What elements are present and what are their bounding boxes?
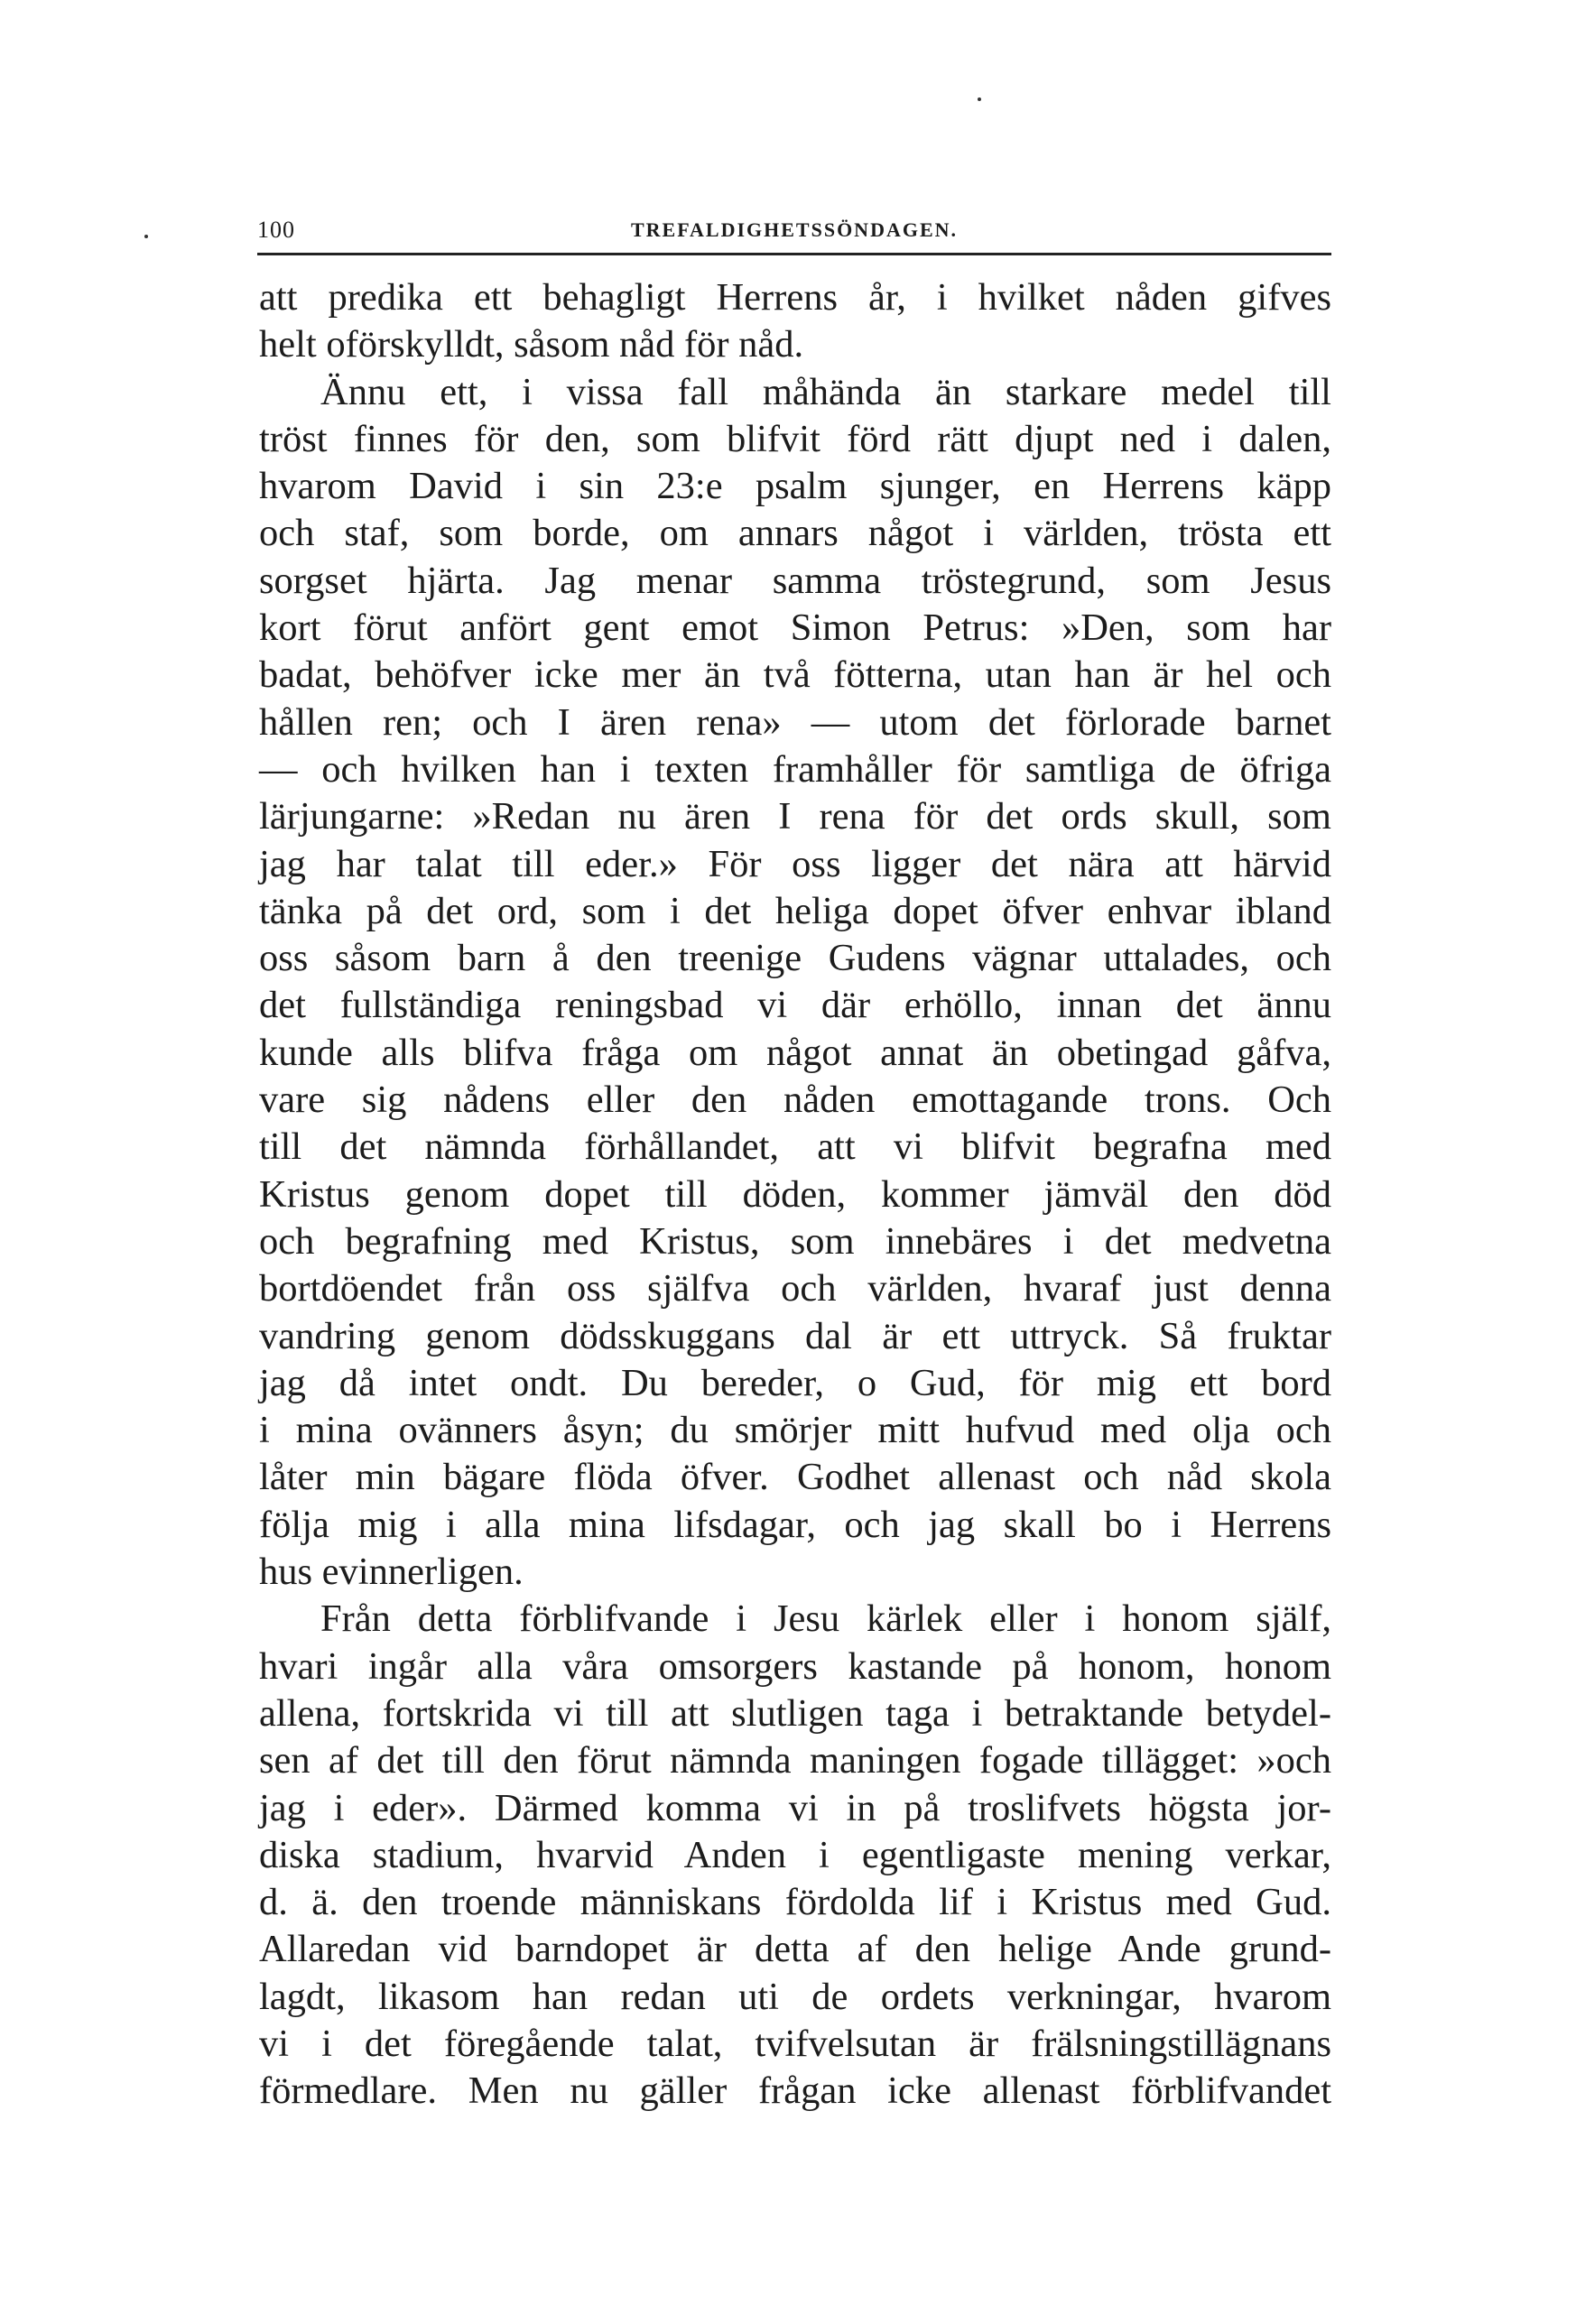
text-line: Kristus genom dopet till döden, kommer jämväl den död: [259, 1172, 1331, 1216]
text-line: till det nämnda förhållandet, att vi blifvit begrafna med: [259, 1125, 1331, 1169]
text-line: — och hvilken han i texten framhåller för samtliga de öfriga: [259, 747, 1331, 791]
text-line: lärjungarne: »Redan nu ären I rena för det ords skull, som: [259, 795, 1331, 838]
text-line: hållen ren; och I ären rena» — utom det förlorade barnet: [259, 700, 1331, 744]
text-line: tänka på det ord, som i det heliga dopet öfver enhvar ibland: [259, 889, 1331, 932]
running-head: TREFALDIGHETSSÖNDAGEN.: [630, 218, 959, 241]
text-line: vandring genom dödsskuggans dal är ett uttryck. Så fruktar: [259, 1314, 1331, 1357]
text-line: hus evinnerligen.: [259, 1551, 524, 1594]
text-line: det fullständiga reningsbad vi där erhöllo, innan det ännu: [259, 984, 1331, 1027]
text-line: och begrafning med Kristus, som innebäres i det medvetna: [259, 1219, 1331, 1263]
text-line: att predika ett behagligt Herrens år, i hvilket nåden gifves: [259, 276, 1331, 319]
text-line: Ännu ett, i vissa fall måhända än starkare medel till: [320, 370, 1331, 413]
text-line: låter min bägare flöda öfver. Godhet allenast och nåd skola: [259, 1456, 1331, 1499]
paper-speck: [144, 235, 148, 238]
text-line: förmedlare. Men nu gäller frågan icke allenast förblifvandet: [259, 2069, 1331, 2113]
text-line: vi i det föregående talat, tvifvelsutan är frälsningstillägnans: [259, 2022, 1331, 2065]
text-line: i mina ovänners åsyn; du smörjer mitt hufvud med olja och: [259, 1409, 1331, 1452]
text-line: Allaredan vid barndopet är detta af den helige Ande grund-: [259, 1928, 1331, 1971]
text-line: badat, behöfver icke mer än två fötterna, utan han är hel och: [259, 653, 1331, 697]
text-line: d. ä. den troende människans fördolda lif i Kristus med Gud.: [259, 1881, 1331, 1924]
page-header: [257, 217, 1331, 255]
page-number: 100: [257, 217, 295, 243]
text-line: sen af det till den förut nämnda maningen fogade tillägget: »och: [259, 1739, 1331, 1782]
paper-speck: [978, 97, 981, 101]
text-line: sorgset hjärta. Jag menar samma tröstegrund, som Jesus: [259, 559, 1331, 602]
text-line: vare sig nådens eller den nåden emottagande trons. Och: [259, 1079, 1331, 1122]
body-text: [259, 274, 1331, 2116]
text-line: och staf, som borde, om annars något i världen, trösta ett: [259, 512, 1331, 555]
text-line: jag i eder». Därmed komma vi in på troslifvets högsta jor-: [259, 1786, 1331, 1829]
text-line: tröst finnes för den, som blifvit förd rätt djupt ned i dalen,: [259, 417, 1331, 460]
text-line: jag har talat till eder.» För oss ligger det nära att härvid: [259, 842, 1331, 885]
text-line: jag då intet ondt. Du bereder, o Gud, för mig ett bord: [259, 1361, 1331, 1404]
text-line: hvari ingår alla våra omsorgers kastande på honom, honom: [259, 1644, 1331, 1688]
text-line: allena, fortskrida vi till att slutligen taga i betraktande betydel-: [259, 1691, 1331, 1735]
text-line: diska stadium, hvarvid Anden i egentligaste mening verkar,: [259, 1833, 1331, 1876]
text-line: lagdt, likasom han redan uti de ordets verkningar, hvarom: [259, 1975, 1331, 2018]
text-line: följa mig i alla mina lifsdagar, och jag skall bo i Herrens: [259, 1503, 1331, 1546]
text-line: helt oförskylldt, såsom nåd för nåd.: [259, 323, 804, 366]
text-line: oss såsom barn å den treenige Gudens vägnar uttalades, och: [259, 937, 1331, 980]
text-line: kort förut anfört gent emot Simon Petrus: »Den, som har: [259, 606, 1331, 650]
text-line: kunde alls blifva fråga om något annat än obetingad gåfva,: [259, 1031, 1331, 1074]
text-line: bortdöendet från oss själfva och världen, hvaraf just denna: [259, 1267, 1331, 1310]
text-line: Från detta förblifvande i Jesu kärlek eller i honom själf,: [320, 1597, 1331, 1641]
text-line: hvarom David i sin 23:e psalm sjunger, en Herrens käpp: [259, 465, 1331, 508]
